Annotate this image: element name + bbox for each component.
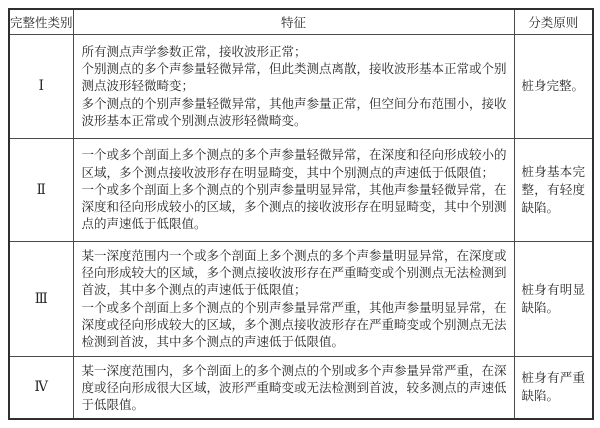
category-cell: Ⅳ [9, 356, 73, 419]
pile-integrity-classification-table [8, 8, 594, 420]
header-classification-principle: 分类原则 [514, 9, 593, 34]
table-row-category-4 [9, 356, 593, 419]
feature-line: 一个或多个剖面上多个测点的多个声参量轻微异常，在深度和径向形成较小的区域，多个测点接收波形存在明显畸变，其中个别测点的声速低于低限值； [81, 147, 507, 180]
features-cell [73, 241, 514, 356]
header-features: 特征 [73, 9, 514, 34]
feature-line: 一个或多个剖面上多个测点的个别声参量异常严重，其他声参量明显异常，在深度或径向形成较大的区域，多个测点接收波形存在严重畸变或个别测点无法检测到首波，其中多个测点的声速低于低限值。 [81, 299, 507, 350]
feature-line: 某一深度范围内，多个剖面上的多个测点的个别或多个声参量异常严重，在深度或径向形成很大区域，波形严重畸变或无法检测到首波，较多测点的声速低于低限值。 [81, 362, 507, 413]
header-integrity-category: 完整性类别 [9, 9, 73, 34]
features-cell [73, 138, 514, 241]
feature-line: 某一深度范围内一个或多个剖面上多个测点的多个声参量明显异常，在深度或径向形成较大的区域，多个测点接收波形存在严重畸变或个别测点无法检测到首波，其中多个测点的声速低于低限值； [81, 247, 507, 298]
table-row-category-2 [9, 138, 593, 241]
table-row-category-3 [9, 241, 593, 356]
principle-cell: 桩身基本完整，有轻度缺陷。 [514, 138, 593, 241]
category-cell: Ⅰ [9, 34, 73, 138]
feature-line: 一个或多个剖面上多个测点的个别声参量明显异常，其他声参量轻微异常，在深度和径向形成较小的区域，多个测点的接收波形存在明显畸变，其中个别测点的声速低于低限值。 [81, 181, 507, 232]
header-row [9, 9, 593, 34]
principle-cell: 桩身完整。 [514, 34, 593, 138]
features-cell [73, 34, 514, 138]
principle-cell: 桩身有明显缺陷。 [514, 241, 593, 356]
feature-line: 多个测点的个别声参量轻微异常，其他声参量正常，但空间分布范围小，接收波形基本正常或个别测点波形轻微畸变。 [81, 95, 507, 128]
category-cell: Ⅲ [9, 241, 73, 356]
table-row-category-1 [9, 34, 593, 138]
feature-line: 个别测点的多个声参量轻微异常，但此类测点离散，接收波形基本正常或个别测点波形轻微畸变； [81, 61, 507, 94]
category-cell: Ⅱ [9, 138, 73, 241]
features-cell [73, 356, 514, 419]
feature-line: 所有测点声学参数正常，接收波形正常； [81, 43, 307, 59]
principle-cell: 桩身有严重缺陷。 [514, 356, 593, 419]
